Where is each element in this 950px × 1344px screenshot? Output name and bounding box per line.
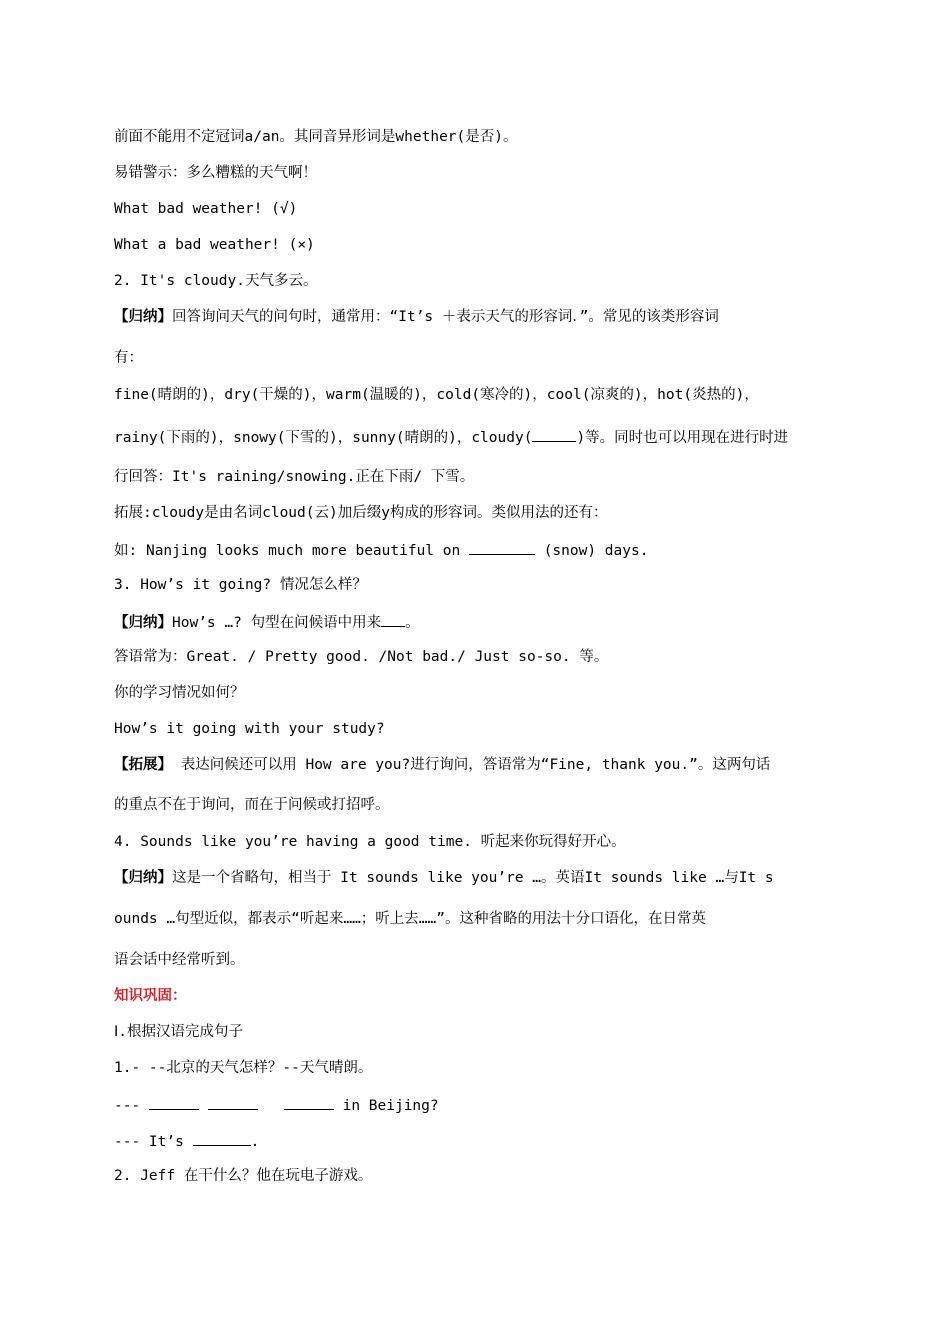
- text-line: fine(晴朗的)，dry(干燥的)，warm(温暖的)，cold(寒冷的)，cool(凉爽的)，hot(炎热的)，: [114, 387, 759, 403]
- text-span: .: [250, 1134, 260, 1150]
- question-line: [114, 1095, 850, 1115]
- text-line: 语会话中经常听到。: [114, 952, 245, 968]
- text-span: --- It’s: [114, 1134, 193, 1150]
- summary-tag: 【归纳】: [114, 309, 172, 325]
- answer-blank[interactable]: [284, 1095, 334, 1110]
- text-line: What a bad weather! (×): [114, 237, 315, 253]
- question-line: 2. Jeff 在干什么？他在玩电子游戏。: [114, 1168, 373, 1184]
- text-span: 如: Nanjing looks much more beautiful on: [114, 543, 469, 559]
- section-heading: 2. It's cloudy.天气多云。: [114, 273, 318, 289]
- answer-blank[interactable]: [532, 427, 576, 442]
- text-span: in Beijing?: [333, 1098, 439, 1114]
- text-span: 回答询问天气的问句时，通常用：“It’s ＋表示天气的形容词．”。常见的该类形容词: [172, 309, 719, 325]
- exercise-heading: 知识巩固：: [114, 988, 187, 1004]
- text-line: [114, 308, 850, 326]
- answer-blank[interactable]: [381, 612, 405, 627]
- text-line: 前面不能用不定冠词a/an。其同音异形词是whether(是否)。: [114, 129, 518, 145]
- text-line: How’s it going with your study?: [114, 721, 385, 737]
- text-line: 的重点不在于询问，而在于问候或打招呼。: [114, 797, 390, 813]
- text-line: [114, 540, 850, 560]
- summary-tag: 【归纳】: [114, 870, 172, 886]
- text-span: How’s …? 句型在问候语中用来: [172, 615, 382, 631]
- exercise-instruction: Ⅰ.根据汉语完成句子: [114, 1024, 244, 1040]
- text-span: ---: [114, 1098, 149, 1114]
- text-line: 行回答：It's raining/snowing.正在下雨/ 下雪。: [114, 469, 475, 485]
- summary-tag: 【归纳】: [114, 615, 172, 631]
- text-line: 你的学习情况如何？: [114, 685, 245, 701]
- text-line: 易错警示：多么糟糕的天气啊！: [114, 165, 317, 181]
- extension-tag: 【拓展】: [114, 757, 172, 773]
- text-span: 表达问候还可以用 How are you?进行询问，答语常为“Fine, thank you.”。这两句话: [172, 757, 771, 773]
- answer-blank[interactable]: [208, 1095, 258, 1110]
- text-line: 拓展:cloudy是由名词cloud(云)加后缀y构成的形容词。类似用法的还有：: [114, 505, 608, 521]
- text-line: 有：: [114, 350, 143, 366]
- text-line: What bad weather! (√): [114, 201, 298, 217]
- answer-blank[interactable]: [469, 540, 535, 555]
- text-line: [114, 756, 850, 774]
- section-heading: 4. Sounds like you’re having a good time. 听起来你玩得好开心。: [114, 834, 626, 850]
- answer-blank[interactable]: [193, 1131, 251, 1146]
- text-span: rainy(下雨的)，snowy(下雪的)，sunny(晴朗的)，cloudy(: [114, 430, 533, 446]
- answer-blank[interactable]: [149, 1095, 199, 1110]
- text-line: [114, 427, 850, 447]
- text-span: 这是一个省略句，相当于 It sounds like you’re …。英语It sounds like …与It s: [172, 870, 774, 886]
- section-heading: 3. How’s it going? 情况怎么样？: [114, 577, 367, 593]
- text-line: [114, 612, 850, 632]
- question-line: [114, 1131, 850, 1151]
- text-span: (snow) days.: [534, 543, 649, 559]
- text-span: )等。同时也可以用现在进行时进: [576, 430, 789, 446]
- text-span: 。: [405, 615, 420, 631]
- text-line: ounds …句型近似，都表示“听起来……；听上去……”。这种省略的用法十分口语化，在日常英: [114, 911, 706, 927]
- text-line: 答语常为：Great. / Pretty good. /Not bad./ Just so-so. 等。: [114, 649, 609, 665]
- question-line: 1.- --北京的天气怎样？--天气晴朗。: [114, 1060, 373, 1076]
- text-line: [114, 869, 850, 887]
